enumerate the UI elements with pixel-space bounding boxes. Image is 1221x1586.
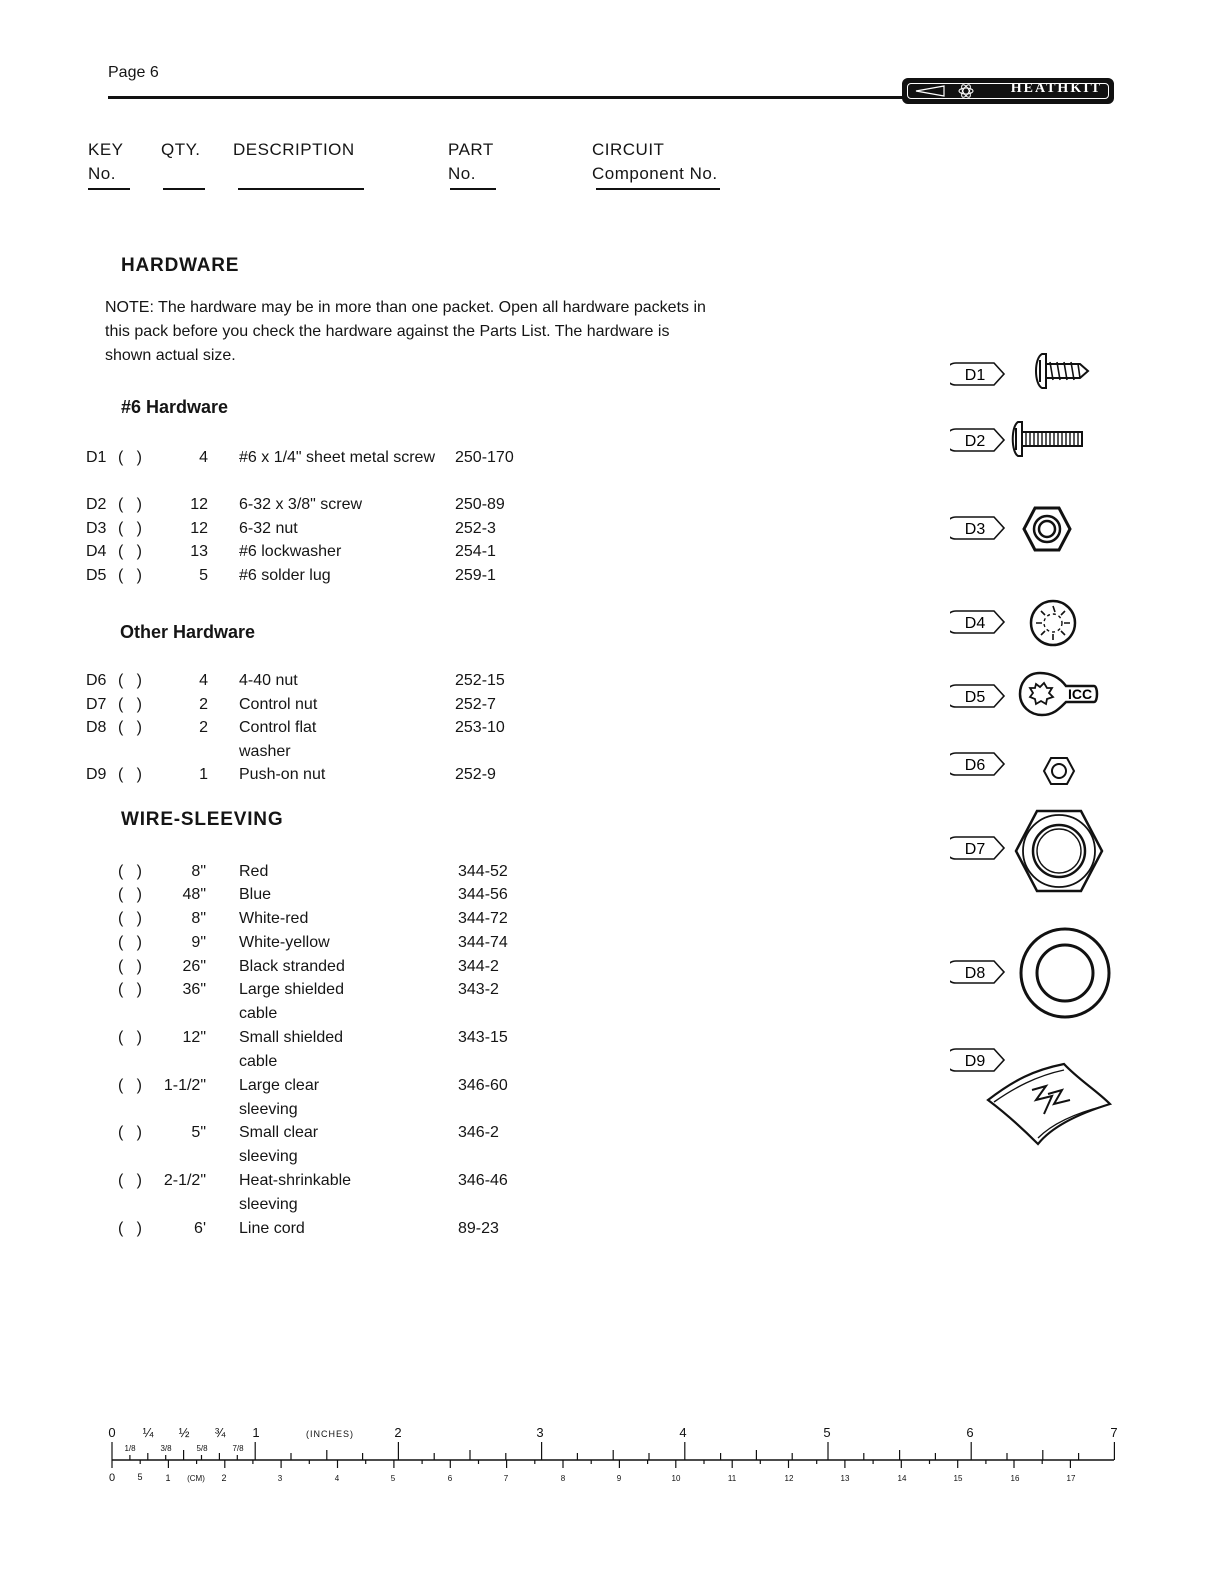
ruler-cm-label: 13	[840, 1474, 850, 1483]
check-box[interactable]: ( )	[118, 1124, 142, 1141]
ruler-inch-label-3: 3	[536, 1425, 544, 1440]
wire-sleeving-title: WIRE-SLEEVING	[121, 809, 284, 830]
row-description: Red	[239, 863, 269, 880]
row-qty: 12	[190, 520, 208, 537]
row-part-number: 346-60	[458, 1077, 508, 1094]
ruler-inch-label-three-quarter: ¾	[214, 1425, 226, 1440]
row-key: D9	[86, 766, 107, 783]
ruler-inch-label-2: 2	[394, 1425, 402, 1440]
ruler-cm-label: 11	[727, 1474, 737, 1483]
row-part-number: 252-3	[455, 520, 496, 537]
row-qty: 8"	[191, 863, 206, 880]
check-box[interactable]: ( )	[118, 934, 142, 951]
ruler-cm-label: 8	[560, 1474, 566, 1483]
row-qty: 13	[190, 543, 208, 560]
col-key-line2: No.	[88, 164, 116, 183]
ruler-cm-label: 16	[1010, 1474, 1020, 1483]
col-part-rule	[450, 188, 496, 190]
row-qty: 8"	[191, 910, 206, 927]
badge-text: D2	[964, 433, 986, 450]
row-description: White-yellow	[239, 934, 330, 951]
col-part-line2: No.	[448, 164, 476, 183]
row-description: Small shielded cable	[239, 1029, 344, 1070]
sheet-metal-screw-icon	[1030, 350, 1094, 392]
row-qty: 9"	[191, 934, 206, 951]
row-part-number: 250-89	[455, 496, 505, 513]
ruler-cm-label: 2	[221, 1473, 227, 1483]
row-description: 6-32 nut	[239, 520, 298, 537]
ruler-cm-label: 17	[1066, 1474, 1076, 1483]
ruler-cm-label: 12	[784, 1474, 794, 1483]
row-qty: 6'	[194, 1220, 206, 1237]
row-part-number: 343-15	[458, 1029, 508, 1046]
hardware-note: NOTE: The hardware may be in more than one packet. Open all hardware packets in this pack before you check the hardware against the Parts List. The hardware is shown actual size.	[105, 299, 706, 364]
badge-text: D4	[964, 615, 986, 632]
ruler-cm-label: 6	[447, 1474, 453, 1483]
row-part-number: 344-56	[458, 886, 508, 903]
label-badge-d2	[950, 426, 1006, 454]
badge-text: D5	[964, 689, 986, 706]
row-part-number: 344-72	[458, 910, 508, 927]
check-box[interactable]: ( )	[118, 886, 142, 903]
label-badge-d6	[950, 750, 1006, 778]
check-box[interactable]: ( )	[118, 1029, 142, 1046]
check-box[interactable]: ( )	[118, 672, 142, 689]
row-description: 4-40 nut	[239, 672, 298, 689]
check-box[interactable]: ( )	[118, 696, 142, 713]
ruler-cm-label: 3	[277, 1474, 283, 1483]
ruler-inch-label-7: 7	[1110, 1425, 1118, 1440]
row-part-number: 344-2	[458, 958, 499, 975]
row-qty: 4	[199, 449, 208, 466]
ruler-cm-label: 1	[165, 1473, 171, 1483]
page-number: Page 6	[108, 64, 159, 81]
row-qty: 36"	[182, 981, 206, 998]
ruler-inch-label-4: 4	[679, 1425, 687, 1440]
badge-text: D3	[964, 521, 986, 538]
col-circuit-line1: CIRCUIT	[592, 140, 665, 159]
row-description: 6-32 x 3/8" screw	[239, 496, 363, 513]
row-key: D8	[86, 719, 107, 736]
ruler-inch-label-5: 5	[823, 1425, 831, 1440]
col-circuit-header	[592, 138, 718, 186]
row-description: Large clear sleeving	[239, 1077, 320, 1118]
col-key-rule	[88, 188, 130, 190]
ruler-inch-label-1: 1	[252, 1425, 260, 1440]
row-qty: 12"	[182, 1029, 206, 1046]
row-qty: 1-1/2"	[163, 1077, 206, 1094]
col-circuit-line2: Component No.	[592, 164, 718, 183]
header-rule	[108, 96, 908, 99]
flat-washer-icon	[1018, 926, 1112, 1020]
other-hardware-title: Other Hardware	[120, 622, 256, 642]
six-hardware-title: #6 Hardware	[121, 397, 229, 417]
check-box[interactable]: ( )	[118, 910, 142, 927]
ruler-inch-label-6: 6	[966, 1425, 974, 1440]
small-hex-nut-icon	[1042, 756, 1076, 786]
row-part-number: 346-46	[458, 1172, 508, 1189]
col-description-header: DESCRIPTION	[233, 140, 355, 159]
row-qty: 48"	[182, 886, 206, 903]
check-box[interactable]: ( )	[118, 1077, 142, 1094]
row-description: Small clear sleeving	[239, 1124, 319, 1165]
row-part-number: 344-52	[458, 863, 508, 880]
badge-text: D6	[964, 757, 986, 774]
row-qty: 5	[199, 567, 208, 584]
ruler-cm-label: 9	[616, 1474, 622, 1483]
row-description: Large shielded cable	[239, 981, 344, 1022]
check-box[interactable]: ( )	[118, 567, 142, 584]
row-part-number: 343-2	[458, 981, 499, 998]
ruler-cm-label: 5	[390, 1474, 396, 1483]
ruler-cm-label: 10	[671, 1474, 681, 1483]
ruler-cm-label: 0	[108, 1472, 116, 1484]
lockwasher-icon	[1028, 598, 1078, 648]
label-badge-d4	[950, 608, 1006, 636]
ruler-cm-caption: (CM)	[187, 1474, 205, 1483]
ruler-cm-label: 5	[137, 1472, 143, 1482]
ruler-eighth-label: 5/8	[196, 1444, 208, 1453]
check-box[interactable]: ( )	[118, 496, 142, 513]
ruler-eighth-label: 3/8	[160, 1444, 172, 1453]
row-description: #6 x 1/4" sheet metal screw	[239, 449, 435, 466]
row-key: D5	[86, 567, 107, 584]
row-description: Line cord	[239, 1220, 305, 1237]
row-qty: 12	[190, 496, 208, 513]
ruler-inch-label-quarter: ¼	[142, 1425, 154, 1440]
ruler-eighth-label: 7/8	[232, 1444, 244, 1453]
row-description: Control flat washer	[239, 719, 317, 760]
ruler-eighth-label: 1/8	[124, 1444, 136, 1453]
row-key: D2	[86, 496, 107, 513]
check-box[interactable]: ( )	[118, 981, 142, 998]
row-description: Blue	[239, 886, 272, 903]
heathkit-logo	[902, 78, 1114, 104]
label-badge-d5	[950, 682, 1006, 710]
logo-atom-icon	[914, 82, 974, 100]
row-part-number: 252-7	[455, 696, 496, 713]
col-part-line1: PART	[448, 140, 494, 159]
logo-text: HEATHKIT	[1010, 81, 1102, 96]
row-part-number: 346-2	[458, 1124, 499, 1141]
row-part-number: 254-1	[455, 543, 496, 560]
col-qty-rule	[163, 188, 205, 190]
row-description: #6 solder lug	[239, 567, 331, 584]
hardware-title: HARDWARE	[121, 255, 240, 276]
col-key-header	[88, 138, 124, 186]
row-qty: 5"	[191, 1124, 206, 1141]
hex-nut-icon	[1022, 505, 1072, 553]
row-key: D4	[86, 543, 107, 560]
badge-text: D7	[964, 841, 986, 858]
label-badge-d1	[950, 360, 1006, 388]
label-badge-d7	[950, 834, 1006, 862]
row-description: Heat-shrinkable sleeving	[239, 1172, 352, 1213]
ruler-inch-label-0: 0	[108, 1425, 116, 1440]
row-description: Black stranded	[239, 958, 345, 975]
check-box[interactable]: ( )	[118, 719, 142, 736]
row-part-number: 89-23	[458, 1220, 499, 1237]
ruler-cm-label: 7	[503, 1474, 509, 1483]
badge-text: D1	[964, 367, 986, 384]
check-box[interactable]: ( )	[118, 958, 142, 975]
row-part-number: 259-1	[455, 567, 496, 584]
row-key: D6	[86, 672, 107, 689]
label-badge-d3	[950, 514, 1006, 542]
row-part-number: 344-74	[458, 934, 508, 951]
col-circuit-rule	[596, 188, 720, 190]
row-key: D3	[86, 520, 107, 537]
row-qty: 2-1/2"	[163, 1172, 206, 1189]
label-badge-d8	[950, 958, 1006, 986]
lug-text: ICC	[1067, 686, 1093, 702]
solder-lug-icon	[1018, 670, 1100, 718]
check-box[interactable]: ( )	[118, 1220, 142, 1237]
row-description: #6 lockwasher	[239, 543, 342, 560]
badge-text: D9	[964, 1053, 986, 1070]
row-qty: 1	[199, 766, 208, 783]
row-description: Control nut	[239, 696, 318, 713]
row-qty: 4	[199, 672, 208, 689]
row-qty: 2	[199, 696, 208, 713]
ruler-inch-label-half: ½	[178, 1425, 190, 1440]
col-part-header	[448, 138, 494, 186]
check-box[interactable]: ( )	[118, 449, 142, 466]
row-key: D1	[86, 449, 107, 466]
control-nut-icon	[1014, 808, 1104, 894]
col-description-rule	[238, 188, 364, 190]
ruler-cm-label: 14	[897, 1474, 907, 1483]
push-on-nut-icon	[984, 1060, 1114, 1150]
row-part-number: 252-9	[455, 766, 496, 783]
col-key-line1: KEY	[88, 140, 124, 159]
check-box[interactable]: ( )	[118, 1172, 142, 1189]
check-box[interactable]: ( )	[118, 766, 142, 783]
check-box[interactable]: ( )	[118, 543, 142, 560]
ruler-cm-label: 15	[953, 1474, 963, 1483]
row-part-number: 252-15	[455, 672, 505, 689]
measurement-ruler	[100, 1420, 1130, 1490]
row-description: Push-on nut	[239, 766, 326, 783]
ruler-cm-label: 4	[334, 1474, 340, 1483]
col-qty-header: QTY.	[161, 140, 201, 159]
check-box[interactable]: ( )	[118, 863, 142, 880]
ruler-inches-caption: (INCHES)	[306, 1429, 354, 1439]
row-part-number: 250-170	[455, 449, 514, 466]
machine-screw-icon	[1008, 418, 1088, 460]
row-qty: 26"	[182, 958, 206, 975]
row-qty: 2	[199, 719, 208, 736]
row-part-number: 253-10	[455, 719, 505, 736]
row-description: White-red	[239, 910, 309, 927]
row-key: D7	[86, 696, 107, 713]
check-box[interactable]: ( )	[118, 520, 142, 537]
badge-text: D8	[964, 965, 986, 982]
